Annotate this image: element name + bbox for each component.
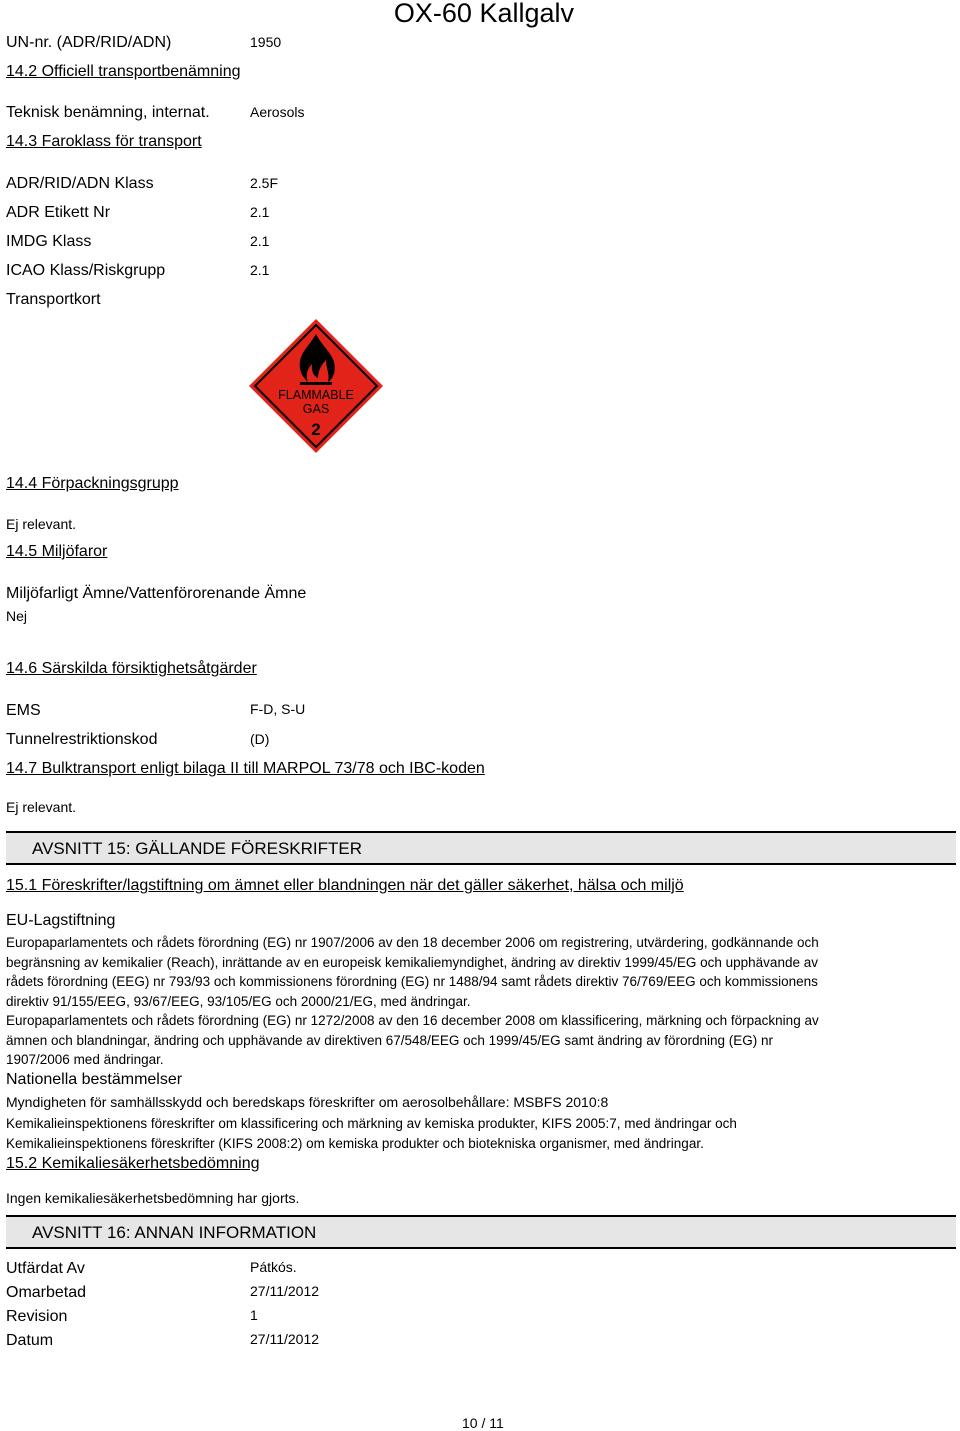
revised-value: 27/11/2012 bbox=[250, 1283, 320, 1299]
eu-line: Europaparlamentets och rådets förordning (EG) nr 1272/2008 av den 16 december 2008 om klassificering, märkning och förpackning av bbox=[6, 1013, 819, 1028]
national-regulations-text bbox=[6, 1114, 936, 1153]
flammable-gas-placard bbox=[248, 318, 384, 454]
un-number-value: 1950 bbox=[250, 34, 282, 50]
national-regulations-label: Nationella bestämmelser bbox=[6, 1071, 183, 1088]
heading-14-2: 14.2 Officiell transportbenämning bbox=[6, 63, 241, 80]
heading-14-7: 14.7 Bulktransport enligt bilaga II till MARPOL 73/78 och IBC-koden bbox=[6, 760, 485, 777]
env-hazard-value: Nej bbox=[6, 608, 28, 624]
adr-label-no-label: ADR Etikett Nr bbox=[6, 204, 111, 221]
revision-label: Revision bbox=[6, 1308, 68, 1325]
technical-name-value: Aerosols bbox=[250, 104, 305, 120]
revision-value: 1 bbox=[250, 1307, 258, 1323]
eu-legislation-text bbox=[6, 933, 936, 1070]
issued-by-label: Utfärdat Av bbox=[6, 1260, 85, 1277]
date-label: Datum bbox=[6, 1332, 54, 1349]
adr-class-value: 2.5F bbox=[250, 175, 279, 191]
date-value: 27/11/2012 bbox=[250, 1331, 320, 1347]
env-hazard-label: Miljöfarligt Ämne/Vattenförorenande Ämne bbox=[6, 585, 307, 602]
icao-class-value: 2.1 bbox=[250, 262, 270, 278]
un-number-label: UN-nr. (ADR/RID/ADN) bbox=[6, 34, 172, 51]
placard-number: 2 bbox=[311, 420, 321, 439]
eu-line: ämnen och blandningar, ändring och upphävande av direktiven 67/548/EEG och 1999/45/EG samt ändring av förordning (EG) nr bbox=[6, 1032, 773, 1048]
eu-line: begränsning av kemikalier (Reach), inrättande av en europeisk kemikaliemyndighet, ändring av direktiv 1999/45/EG och upphävande av bbox=[6, 954, 818, 970]
eu-line: 1907/2006 med ändringar. bbox=[6, 1052, 164, 1067]
heading-14-6: 14.6 Särskilda försiktighetsåtgärder bbox=[6, 660, 257, 677]
adr-label-no-value: 2.1 bbox=[250, 204, 270, 220]
icao-class-label: ICAO Klass/Riskgrupp bbox=[6, 262, 166, 279]
section-15-title: AVSNITT 15: GÄLLANDE FÖRESKRIFTER bbox=[32, 839, 363, 858]
revised-label: Omarbetad bbox=[6, 1284, 87, 1301]
imdg-class-value: 2.1 bbox=[250, 233, 270, 249]
national-line: Kemikalieinspektionens föreskrifter om klassificering och märkning av kemiska produkter, KIFS 2005:7, med ändringar och bbox=[6, 1116, 737, 1131]
section-16-header bbox=[6, 1215, 956, 1249]
national-line: Kemikalieinspektionens föreskrifter (KIFS 2008:2) om kemiska produkter och biotekniska organismer, med ändringar. bbox=[6, 1135, 704, 1151]
eu-line: Europaparlamentets och rådets förordning (EG) nr 1907/2006 av den 18 december 2006 om registrering, utvärdering, godkännande och bbox=[6, 935, 819, 950]
heading-15-1: 15.1 Föreskrifter/lagstiftning om ämnet eller blandningen när det gäller säkerhet, hälsa och miljö bbox=[6, 877, 684, 894]
national-regulations-line: Myndigheten för samhällsskydd och beredskaps föreskrifter om aerosolbehållare: MSBFS 2010:8 bbox=[6, 1094, 609, 1110]
page-number: 10 / 11 bbox=[462, 1415, 504, 1431]
eu-line: rådets förordning (EEG) nr 793/93 och kommissionens förordning (EG) nr 1488/94 samt rådets direktiv 76/769/EEG och kommissionens bbox=[6, 974, 818, 989]
placard-line2: GAS bbox=[302, 402, 330, 416]
heading-14-4: 14.4 Förpackningsgrupp bbox=[6, 475, 179, 492]
chemical-safety-text: Ingen kemikaliesäkerhetsbedömning har gjorts. bbox=[6, 1190, 300, 1206]
document-title: OX-60 Kallgalv bbox=[393, 0, 574, 28]
placard-line1: FLAMMABLE bbox=[278, 388, 354, 402]
heading-14-5: 14.5 Miljöfaror bbox=[6, 543, 108, 560]
eu-line: direktiv 91/155/EEG, 93/67/EEG, 93/105/EG och 2000/21/EG, med ändringar. bbox=[6, 993, 471, 1009]
tunnel-code-label: Tunnelrestriktionskod bbox=[6, 731, 158, 748]
ems-label: EMS bbox=[6, 702, 41, 719]
section-15-header bbox=[6, 831, 956, 865]
adr-class-label: ADR/RID/ADN Klass bbox=[6, 175, 154, 192]
ems-value: F-D, S-U bbox=[250, 701, 306, 717]
issued-by-value: Pátkós. bbox=[250, 1259, 297, 1275]
tunnel-code-value: (D) bbox=[250, 731, 270, 747]
imdg-class-label: IMDG Klass bbox=[6, 233, 92, 250]
heading-14-3: 14.3 Faroklass för transport bbox=[6, 133, 202, 150]
eu-legislation-label: EU-Lagstiftning bbox=[6, 912, 116, 929]
heading-15-2: 15.2 Kemikaliesäkerhetsbedömning bbox=[6, 1155, 260, 1172]
packing-group-text: Ej relevant. bbox=[6, 516, 77, 532]
section-16-title: AVSNITT 16: ANNAN INFORMATION bbox=[32, 1223, 317, 1242]
bulk-transport-text: Ej relevant. bbox=[6, 799, 77, 815]
transport-card-label: Transportkort bbox=[6, 291, 101, 308]
technical-name-label: Teknisk benämning, internat. bbox=[6, 104, 210, 121]
